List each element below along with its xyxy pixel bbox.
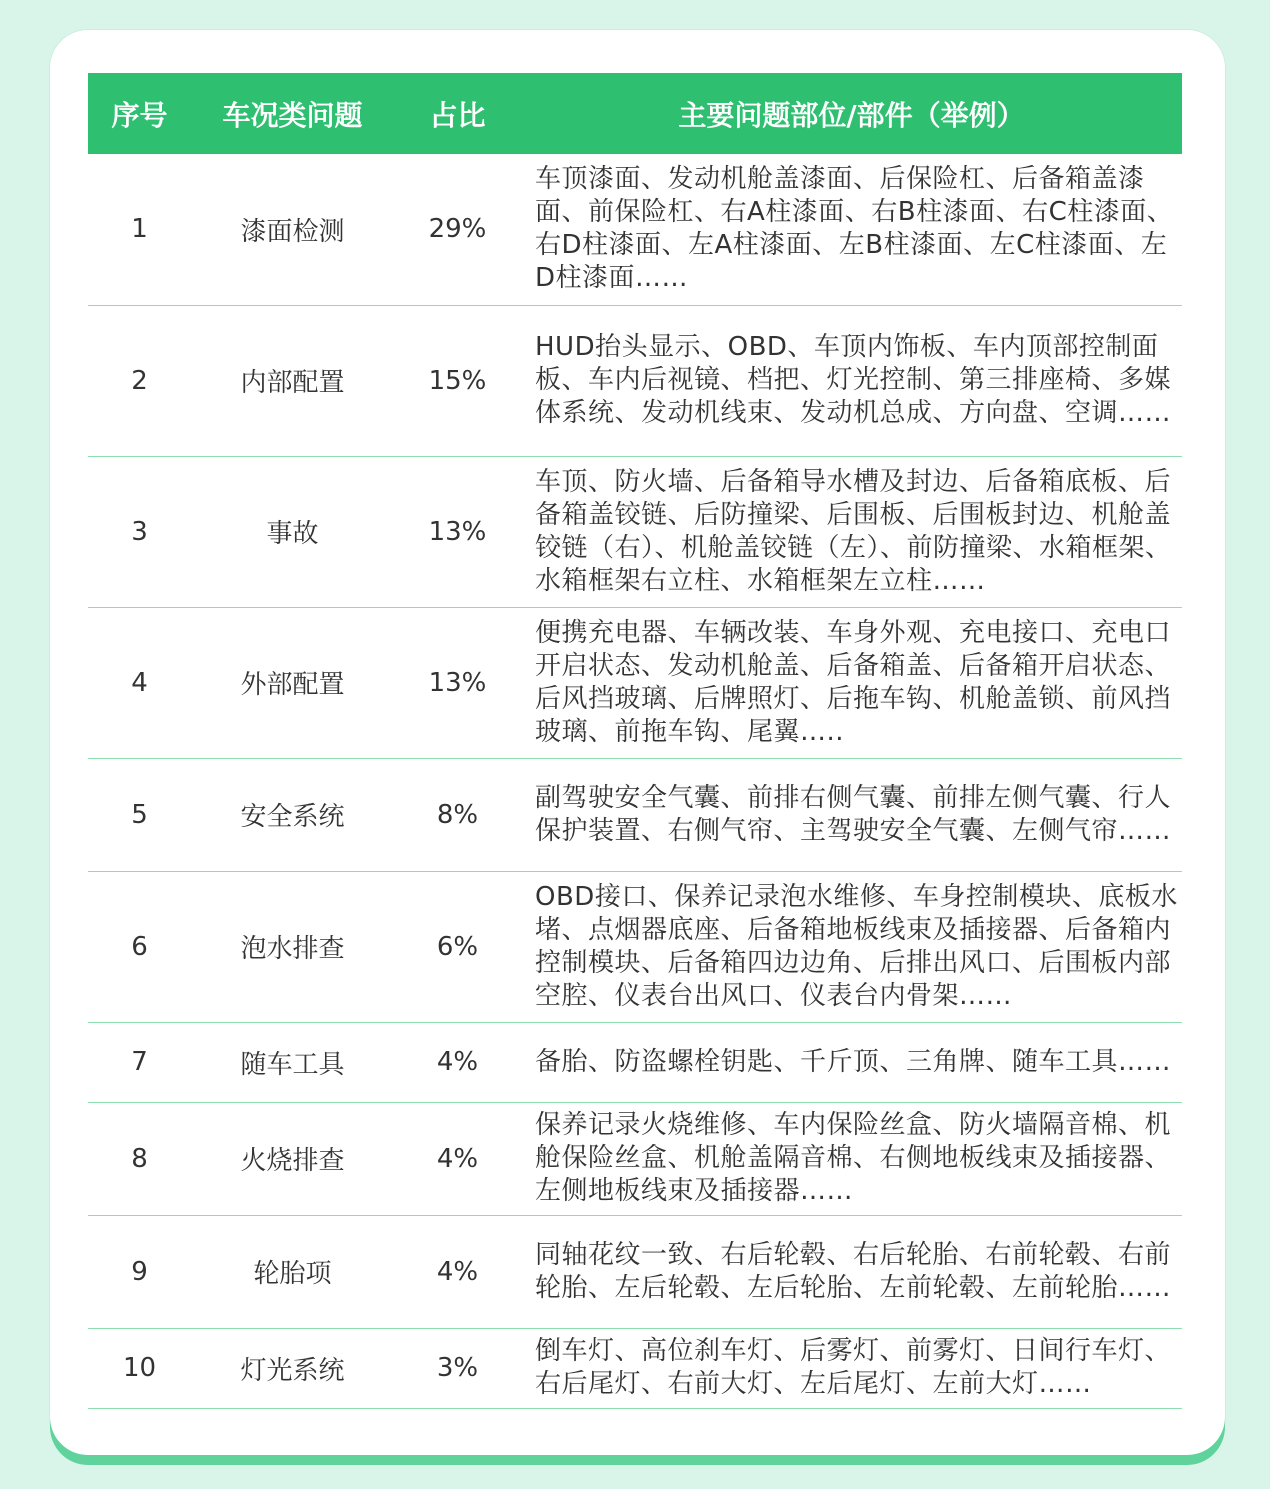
table-row (88, 456, 1182, 607)
row-index: 10 (122, 1353, 157, 1383)
row-ratio: 13% (428, 516, 487, 547)
row-ratio: 6% (436, 931, 479, 962)
row-ratio: 4% (436, 1143, 479, 1174)
row-ratio: 4% (436, 1256, 479, 1287)
row-category: 随车工具 (240, 1049, 345, 1080)
table-row (88, 1022, 1182, 1102)
row-category: 灯光系统 (240, 1355, 345, 1386)
row-index: 3 (131, 516, 148, 547)
row-index: 4 (131, 667, 148, 698)
row-parts: OBD接口、保养记录泡水维修、车身控制模块、底板水堵、点烟器底座、后备箱地板线束及插接器、后备箱内控制模块、后备箱四边边角、后排出风口、后围板内部空腔、仪表台出风口、仪表台内骨架…… (535, 881, 1178, 1011)
row-ratio: 4% (436, 1047, 479, 1077)
row-parts: 车顶、防火墙、后备箱导水槽及封边、后备箱底板、后备箱盖铰链、后防撞梁、后围板、后围板封边、机舱盖铰链（右）、机舱盖铰链（左）、前防撞梁、水箱框架、水箱框架右立柱、水箱框架左立柱…… (535, 466, 1172, 596)
header-index: 序号 (111, 98, 168, 132)
row-category: 内部配置 (240, 368, 345, 398)
table-card (50, 30, 1225, 1455)
row-ratio: 3% (436, 1353, 479, 1383)
header-parts: 主要问题部位/部件（举例） (678, 98, 1025, 132)
table-row (88, 607, 1182, 758)
row-parts: 同轴花纹一致、右后轮毂、右后轮胎、右前轮毂、右前轮胎、左后轮毂、左后轮胎、左前轮毂、左前轮胎…… (535, 1239, 1172, 1303)
row-index: 2 (131, 365, 148, 396)
row-index: 7 (131, 1047, 148, 1077)
header-ratio: 占比 (429, 98, 486, 132)
row-category: 泡水排查 (240, 934, 345, 964)
row-parts: 备胎、防盗螺栓钥匙、千斤顶、三角牌、随车工具…… (535, 1046, 1172, 1077)
table-row (88, 871, 1182, 1022)
row-index: 1 (131, 214, 148, 245)
row-parts: 副驾驶安全气囊、前排右侧气囊、前排左侧气囊、行人保护装置、右侧气帘、主驾驶安全气囊、左侧气帘…… (535, 782, 1172, 846)
row-parts: 车顶漆面、发动机舱盖漆面、后保险杠、后备箱盖漆面、前保险杠、右A柱漆面、右B柱漆面、右C柱漆面、右D柱漆面、左A柱漆面、左B柱漆面、左C柱漆面、左D柱漆面…… (535, 164, 1174, 294)
table-row (88, 1215, 1182, 1328)
row-ratio: 15% (428, 365, 487, 396)
row-index: 8 (131, 1143, 148, 1174)
row-index: 5 (131, 799, 148, 830)
row-category: 轮胎项 (253, 1259, 332, 1289)
row-parts: 倒车灯、高位刹车灯、后雾灯、前雾灯、日间行车灯、右后尾灯、右前大灯、左后尾灯、左前大灯…… (535, 1336, 1172, 1399)
table-row (88, 1102, 1182, 1215)
row-index: 6 (131, 931, 148, 962)
row-category: 火烧排查 (240, 1146, 345, 1176)
row-index: 9 (131, 1256, 148, 1287)
row-category: 事故 (266, 519, 319, 549)
header-category: 车况类问题 (222, 98, 363, 132)
row-category: 外部配置 (240, 670, 345, 700)
row-category: 安全系统 (240, 802, 345, 832)
row-ratio: 29% (428, 214, 487, 245)
table-row (88, 154, 1182, 305)
row-parts: 保养记录火烧维修、车内保险丝盒、防火墙隔音棉、机舱保险丝盒、机舱盖隔音棉、右侧地板线束及插接器、左侧地板线束及插接器…… (535, 1110, 1172, 1206)
row-ratio: 8% (436, 799, 479, 830)
table-row (88, 305, 1182, 456)
row-parts: 便携充电器、车辆改装、车身外观、充电接口、充电口开启状态、发动机舱盖、后备箱盖、后备箱开启状态、后风挡玻璃、后牌照灯、后拖车钩、机舱盖锁、前风挡玻璃、前拖车钩、尾翼….. (535, 617, 1172, 747)
vehicle-issues-table (88, 73, 1182, 1409)
table-row (88, 758, 1182, 871)
table-header-row (88, 73, 1182, 154)
table-row (88, 1328, 1182, 1408)
row-category: 漆面检测 (240, 216, 345, 247)
row-ratio: 13% (428, 667, 487, 698)
row-parts: HUD抬头显示、OBD、车顶内饰板、车内顶部控制面板、车内后视镜、档把、灯光控制、第三排座椅、多媒体系统、发动机线束、发动机总成、方向盘、空调…… (535, 332, 1172, 428)
